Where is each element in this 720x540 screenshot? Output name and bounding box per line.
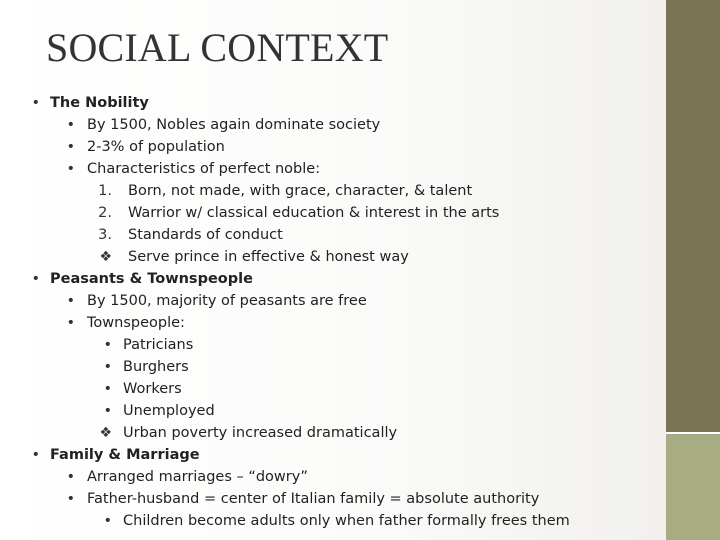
bullet-marker: •: [103, 513, 112, 529]
bullet-marker: •: [66, 117, 75, 133]
number-marker: 2.: [98, 205, 112, 221]
outline-text: Urban poverty increased dramatically: [123, 425, 398, 441]
outline-text: Father-husband = center of Italian family = absolute authority: [87, 491, 540, 507]
outline-text: By 1500, majority of peasants are free: [87, 293, 367, 309]
outline-text: Patricians: [123, 337, 194, 353]
outline-text: Workers: [123, 381, 182, 397]
section-heading: Peasants & Townspeople: [50, 271, 253, 287]
section-heading: The Nobility: [50, 95, 149, 111]
outline-text: Unemployed: [123, 403, 215, 419]
decorative-sidebar: [666, 0, 720, 540]
section-heading: Family & Marriage: [50, 447, 200, 463]
sidebar-band-dark: [666, 0, 720, 432]
bullet-marker: •: [66, 161, 75, 177]
number-marker: 1.: [98, 183, 112, 199]
bullet-marker: •: [103, 337, 112, 353]
outline-text: 2-3% of population: [87, 139, 225, 155]
bullet-marker: •: [31, 95, 40, 111]
bullet-marker: •: [66, 293, 75, 309]
bullet-marker: •: [103, 403, 112, 419]
outline-text: Children become adults only when father formally frees them: [123, 513, 570, 529]
bullet-marker: •: [103, 381, 112, 397]
outline-text: Characteristics of perfect noble:: [87, 161, 321, 177]
bullet-marker: •: [66, 139, 75, 155]
outline-text: Standards of conduct: [128, 227, 283, 243]
diamond-bullet-icon: ❖: [99, 425, 112, 441]
slide-title: SOCIAL CONTEXT: [46, 25, 389, 70]
bullet-marker: •: [66, 315, 75, 331]
bullet-marker: •: [103, 359, 112, 375]
bullet-marker: •: [31, 447, 40, 463]
outline-text: Townspeople:: [87, 315, 185, 331]
number-marker: 3.: [98, 227, 112, 243]
outline-text: By 1500, Nobles again dominate society: [87, 117, 381, 133]
outline-text: Burghers: [123, 359, 189, 375]
bullet-marker: •: [31, 271, 40, 287]
outline-text: Warrior w/ classical education & interest in the arts: [128, 205, 500, 221]
bullet-marker: •: [66, 469, 75, 485]
outline-text: Serve prince in effective & honest way: [128, 249, 409, 265]
diamond-bullet-icon: ❖: [99, 249, 112, 265]
sidebar-band-light: [666, 434, 720, 540]
outline-text: Born, not made, with grace, character, & talent: [128, 183, 473, 199]
bullet-marker: •: [66, 491, 75, 507]
outline-text: Arranged marriages – “dowry”: [87, 469, 308, 485]
